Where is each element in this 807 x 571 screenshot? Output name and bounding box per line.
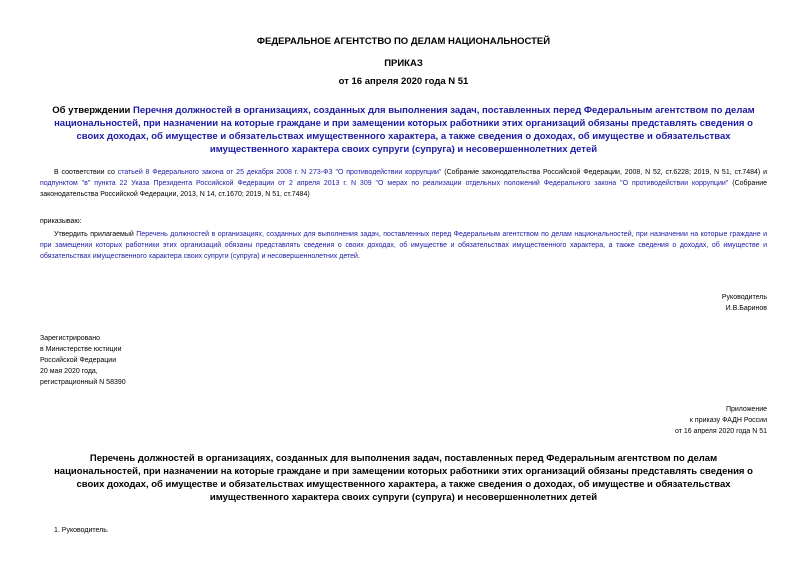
registration-line: в Министерстве юстиции bbox=[40, 346, 122, 353]
preamble-text-1: В соответствии со bbox=[54, 169, 118, 176]
document-title bbox=[40, 104, 767, 156]
appendix-line: к приказу ФАДН России bbox=[689, 417, 767, 424]
orders-word: приказываю: bbox=[40, 218, 82, 225]
law-273-link[interactable]: статьей 8 Федерального закона от 25 декабря 2008 г. N 273-ФЗ "О противодействии коррупции" bbox=[117, 169, 442, 176]
title-prefix: Об утверждении bbox=[52, 105, 134, 116]
signer-position: Руководитель bbox=[721, 294, 767, 301]
agency-name: ФЕДЕРАЛЬНОЕ АГЕНТСТВО ПО ДЕЛАМ НАЦИОНАЛЬНОСТЕЙ bbox=[256, 36, 551, 47]
decree-309-link[interactable]: подпунктом "в" пункта 22 Указа Президента Российской Федерации от 2 апреля 2013 г. N 309 "О мерах по реализации отдельных положений Федерального закона "О противодействии коррупции" bbox=[40, 180, 729, 187]
registration-line: 20 мая 2020 года, bbox=[40, 368, 98, 375]
registration-line: Российской Федерации bbox=[40, 357, 117, 364]
preamble-paragraph bbox=[40, 167, 767, 200]
preamble-text-2: (Собрание законодательства Российской Федерации, 2008, N 52, ст.6228; 2019, N 51, ст.7484) и bbox=[441, 169, 767, 176]
document-date-number: от 16 апреля 2020 года N 51 bbox=[338, 76, 469, 87]
appendix-line: Приложение bbox=[725, 406, 767, 413]
registration-line: регистрационный N 58390 bbox=[40, 379, 126, 386]
list-item: 1. Руководитель. bbox=[54, 527, 109, 534]
registration-block bbox=[40, 333, 126, 388]
document-type: ПРИКАЗ bbox=[384, 58, 423, 69]
resolution-paragraph bbox=[40, 229, 767, 262]
appendix-header bbox=[675, 404, 767, 437]
preamble-text-3: (Собрание законодательства Российской Федерации, 2013, N 14, ст.1670; 2019, N 51, ст.7484) bbox=[40, 180, 767, 198]
list-link[interactable]: Перечень должностей в организациях, созданных для выполнения задач, поставленных перед Федеральным агентством по делам национальностей, при назначении на которые граждане и при замещении которых работники этих организаций обязаны представлять сведения о своих доходах, об имуществе и обязательствах имущественного характера, а также сведения о доходах, об имуществе и обязательствах имущественного характера своих супруги (супруга) и несовершеннолетних детей bbox=[40, 231, 767, 260]
resolution-text-1: Утвердить прилагаемый bbox=[54, 231, 137, 238]
title-link[interactable]: Перечня должностей в организациях, созданных для выполнения задач, поставленных перед Федеральным агентством по делам национальностей, при назначении на которые граждане и при замещении которых работники этих организаций обязаны представлять сведения о своих доходах, об имуществе и обязательствах имущественного характера, а также сведения о доходах, об имуществе и обязательствах имущественного характера своих супруги (супруга) и несовершеннолетних детей bbox=[54, 105, 755, 155]
list-title: Перечень должностей в организациях, созданных для выполнения задач, поставленных перед Федеральным агентством по делам национальностей, при назначении на которые граждане и при замещении которых работники этих организаций обязаны представлять сведения о своих доходах, об имуществе и обязательствах имущественного характера, а также сведения о доходах, об имуществе и обязательствах имущественного характера своих супруги (супруга) и несовершеннолетних детей bbox=[54, 453, 753, 503]
signer-name: И.В.Баринов bbox=[725, 305, 767, 312]
resolution-text-2: . bbox=[357, 253, 360, 260]
appendix-line: от 16 апреля 2020 года N 51 bbox=[674, 428, 767, 435]
registration-line: Зарегистрировано bbox=[40, 335, 100, 342]
signature-block bbox=[722, 292, 767, 314]
